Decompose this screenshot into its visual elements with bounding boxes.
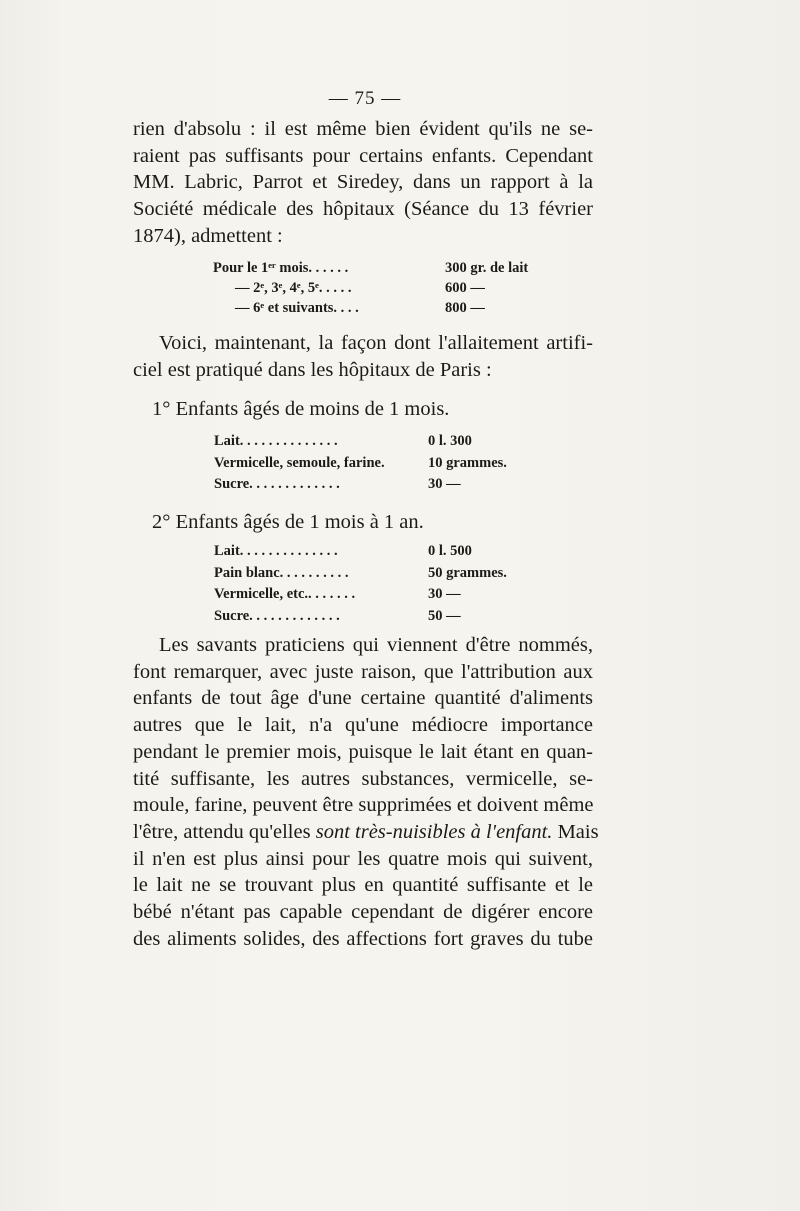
ration-amount: 800 — bbox=[445, 300, 485, 316]
diet-amount: 50 — bbox=[428, 607, 461, 624]
diet-table-1-month-to-1-year bbox=[214, 541, 507, 627]
text-line: pendant le premier mois, puisque le lait étant en quan- bbox=[133, 740, 593, 763]
diet-table-under-1-month bbox=[214, 431, 507, 496]
diet-amount: 30 — bbox=[428, 476, 461, 492]
diet-item: Vermicelle, etc.. . . . . . . bbox=[214, 586, 356, 602]
table-row bbox=[214, 474, 507, 496]
diet-amount: 0 l. 300 bbox=[428, 433, 472, 449]
table-row bbox=[214, 584, 507, 606]
diet-item: Pain blanc. . . . . . . . . . bbox=[214, 564, 349, 581]
text-line: le lait ne se trouvant plus en quantité suffisante et le bbox=[133, 874, 593, 897]
text-segment: l'être, attendu qu'elles bbox=[133, 820, 316, 843]
text-line: moule, farine, peuvent être supprimées et doivent même bbox=[133, 794, 594, 817]
diet-amount: 30 — bbox=[428, 586, 461, 602]
table-row bbox=[214, 606, 507, 628]
text-line: tité suffisante, les autres substances, vermicelle, se- bbox=[133, 767, 593, 790]
text-line: Les savants praticiens qui viennent d'être nommés, bbox=[159, 634, 593, 656]
diet-amount: 0 l. 500 bbox=[428, 543, 472, 559]
ration-period: Pour le 1ᵉʳ mois. . . . . . bbox=[213, 260, 349, 276]
ration-amount: 600 — bbox=[445, 280, 485, 296]
text-line: ciel est pratiqué dans les hôpitaux de Paris : bbox=[133, 358, 492, 381]
text-line: bébé n'étant pas capable cependant de digérer encore bbox=[133, 901, 593, 924]
table-row bbox=[214, 541, 507, 563]
table-row bbox=[213, 298, 528, 318]
text-line: enfants de tout âge d'une certaine quantité d'aliments bbox=[133, 687, 593, 710]
diet-item: Vermicelle, semoule, farine. bbox=[214, 454, 385, 471]
table-row bbox=[214, 563, 507, 585]
text-segment: Mais bbox=[552, 820, 599, 843]
text-line: il n'en est plus ainsi pour les quatre mois qui suivent, bbox=[133, 847, 593, 870]
ration-period: — 2ᵉ, 3ᵉ, 4ᵉ, 5ᵉ. . . . . bbox=[235, 280, 352, 296]
table-row bbox=[214, 431, 507, 453]
diet-item: Sucre. . . . . . . . . . . . . bbox=[214, 476, 340, 492]
text-line: MM. Labric, Parrot et Siredey, dans un rapport à la bbox=[133, 171, 593, 194]
table-row bbox=[214, 453, 507, 475]
text-line: autres que le lait, n'a qu'une médiocre importance bbox=[133, 714, 593, 737]
table-row bbox=[213, 278, 528, 298]
text-line: 1874), admettent : bbox=[133, 224, 283, 247]
text-line: raient pas suffisants pour certains enfants. Cependant bbox=[133, 144, 593, 167]
section-heading-1-month-to-1-year: 2° Enfants âgés de 1 mois à 1 an. bbox=[152, 511, 424, 533]
section-heading-under-1-month: 1° Enfants âgés de moins de 1 mois. bbox=[152, 398, 450, 420]
italic-phrase: sont très-nuisibles à l'enfant. bbox=[315, 820, 553, 843]
text-line: rien d'absolu : il est même bien évident qu'ils ne se- bbox=[133, 118, 593, 140]
diet-amount: 10 grammes. bbox=[428, 454, 507, 471]
diet-item: Lait. . . . . . . . . . . . . . bbox=[214, 543, 338, 559]
ration-amount: 300 gr. de lait bbox=[445, 260, 529, 276]
text-line: Voici, maintenant, la façon dont l'allaitement artifi- bbox=[159, 332, 593, 354]
diet-amount: 50 grammes. bbox=[428, 564, 507, 581]
diet-item: Sucre. . . . . . . . . . . . . bbox=[214, 607, 340, 624]
ration-period: — 6ᵉ et suivants. . . . bbox=[235, 300, 359, 316]
text-line: Société médicale des hôpitaux (Séance du 13 février bbox=[133, 198, 593, 221]
table-row bbox=[213, 258, 528, 278]
paragraph-1 bbox=[133, 116, 593, 250]
page-number: — 75 — bbox=[328, 88, 402, 109]
text-line: font remarquer, avec juste raison, que l'attribution aux bbox=[133, 660, 593, 683]
diet-item: Lait. . . . . . . . . . . . . . bbox=[214, 433, 338, 449]
paragraph-3 bbox=[133, 632, 599, 952]
text-line bbox=[133, 819, 599, 846]
paragraph-2 bbox=[133, 330, 593, 383]
milk-rations-table bbox=[213, 258, 528, 318]
text-line: des aliments solides, des affections fort graves du tube bbox=[133, 927, 593, 950]
